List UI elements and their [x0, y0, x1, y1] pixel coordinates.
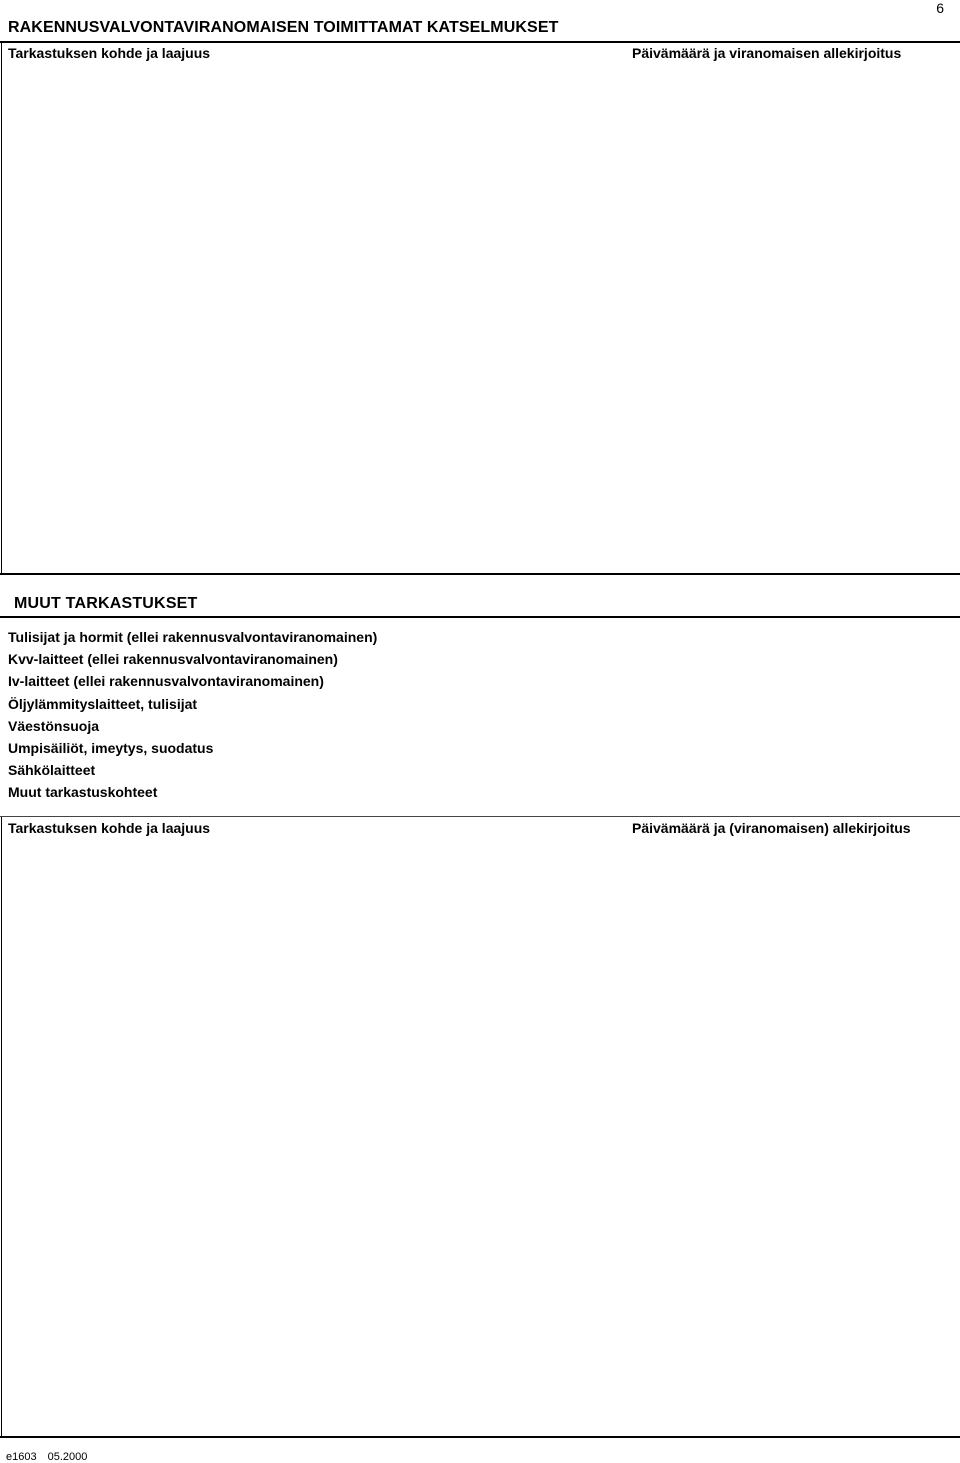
list-item: Väestönsuoja	[8, 717, 100, 734]
list-item: Tulisijat ja hormit (ellei rakennusvalvontaviranomainen)	[8, 629, 378, 645]
list-item: Muut tarkastuskohteet	[8, 784, 158, 801]
list-item: Iv-laitteet (ellei rakennusvalvontaviranomainen)	[8, 673, 324, 690]
other-inspections-table-rule	[0, 816, 960, 817]
inspections-box-left-border	[1, 43, 2, 574]
list-item: Umpisäiliöt, imeytys, suodatus	[8, 739, 214, 756]
page-number: 6	[936, 0, 944, 16]
other-date-signature-header: Päivämäärä ja (viranomaisen) allekirjoitus	[632, 820, 911, 836]
form-footer	[6, 1451, 87, 1463]
inspection-target-header: Tarkastuksen kohde ja laajuus	[8, 45, 211, 61]
list-item: Kvv-laitteet (ellei rakennusvalvontaviranomainen)	[8, 651, 338, 668]
form-code: e1603	[6, 1451, 37, 1463]
other-inspections-title: MUUT TARKASTUKSET	[14, 595, 198, 612]
other-box-left-border	[1, 817, 2, 1438]
inspections-box-bottom-border	[0, 573, 960, 575]
form-date: 05.2000	[47, 1451, 88, 1463]
other-box-bottom-border	[0, 1436, 960, 1438]
other-target-header: Tarkastuksen kohde ja laajuus	[8, 820, 211, 836]
other-inspections-list	[8, 626, 377, 804]
list-item: Öljylämmityslaitteet, tulisijat	[8, 695, 198, 712]
date-signature-header: Päivämäärä ja viranomaisen allekirjoitus	[632, 45, 902, 61]
inspections-title: RAKENNUSVALVONTAVIRANOMAISEN TOIMITTAMAT KATSELMUKSET	[8, 19, 559, 36]
title-rule	[0, 41, 960, 43]
list-item: Sähkölaitteet	[8, 762, 96, 779]
other-inspections-rule	[0, 616, 960, 618]
